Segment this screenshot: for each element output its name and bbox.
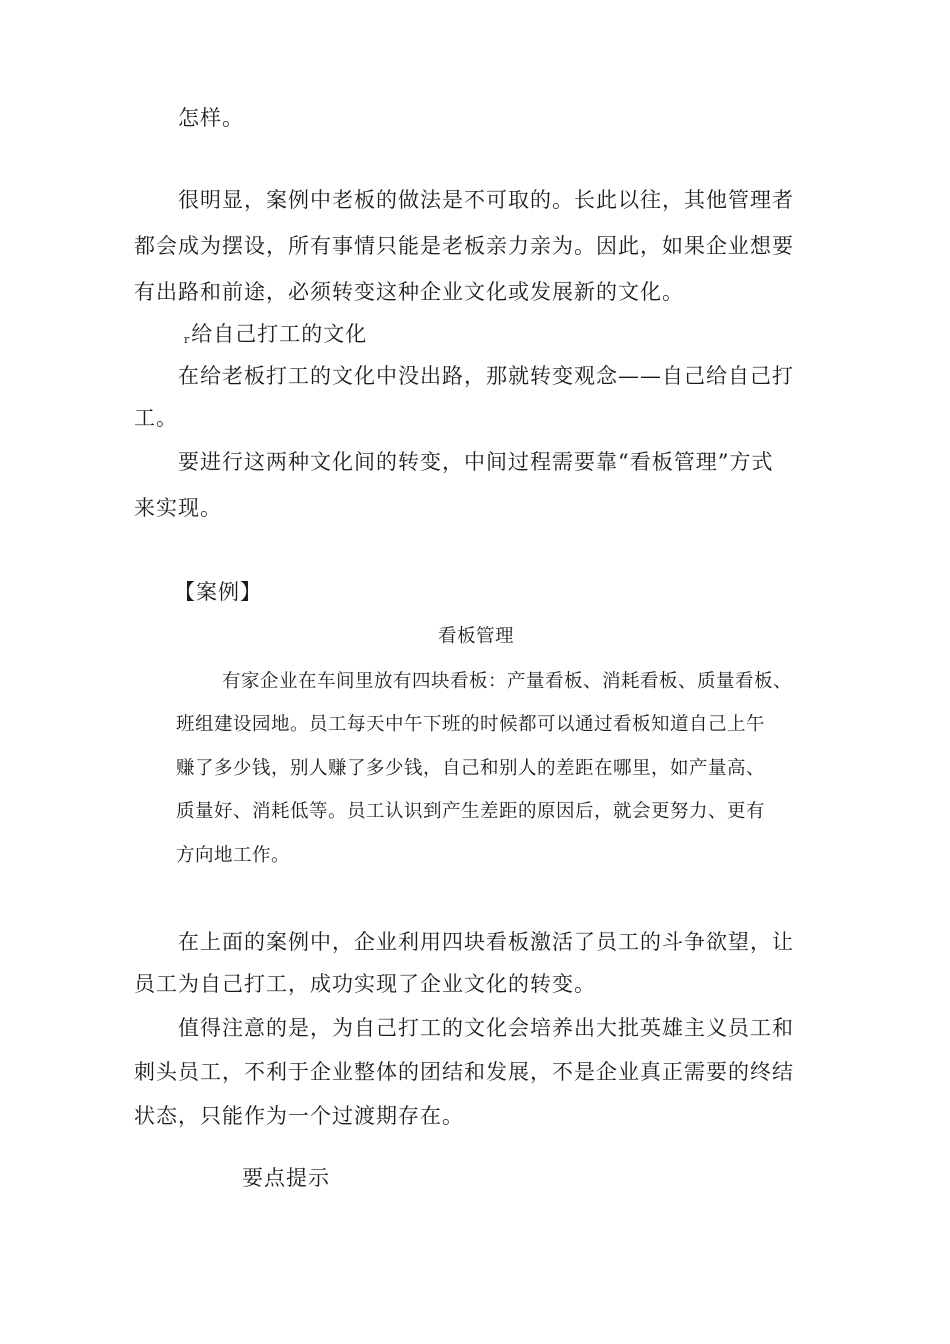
paragraph-line: 都会成为摆设，所有事情只能是老板亲力亲为。因此，如果企业想要 — [134, 234, 794, 258]
paragraph-line: 状态，只能作为一个过渡期存在。 — [134, 1104, 464, 1128]
paragraph-line: 怎样。 — [178, 106, 244, 130]
case-body-line: 赚了多少钱，别人赚了多少钱，自己和别人的差距在哪里，如产量高、 — [176, 758, 766, 779]
tips-heading: 要点提示 — [242, 1166, 330, 1190]
case-body-line: 质量好、消耗低等。员工认识到产生差距的原因后，就会更努力、更有 — [176, 801, 766, 822]
paragraph-line: 要进行这两种文化间的转变，中间过程需要靠“看板管理”方式 — [178, 450, 774, 474]
paragraph-line: 工。 — [134, 406, 178, 430]
case-body-line: 有家企业在车间里放有四块看板：产量看板、消耗看板、质量看板、 — [222, 671, 793, 692]
paragraph-line: 来实现。 — [134, 496, 222, 520]
heading-marker: r — [184, 333, 191, 346]
case-body-line: 方向地工作。 — [176, 845, 291, 866]
section-heading-text: 给自己打工的文化 — [191, 322, 368, 346]
paragraph-line: 很明显，案例中老板的做法是不可取的。长此以往，其他管理者 — [178, 188, 794, 212]
section-heading — [184, 320, 367, 354]
paragraph-line: 刺头员工，不利于企业整体的团结和发展，不是企业真正需要的终结 — [134, 1060, 794, 1084]
paragraph-line: 值得注意的是，为自己打工的文化会培养出大批英雄主义员工和 — [178, 1016, 794, 1040]
paragraph-line: 在给老板打工的文化中没出路，那就转变观念——自己给自己打 — [178, 364, 794, 388]
paragraph-line: 员工为自己打工，成功实现了企业文化的转变。 — [134, 972, 596, 996]
case-label: 【案例】 — [174, 580, 262, 604]
case-body-line: 班组建设园地。员工每天中午下班的时候都可以通过看板知道自己上午 — [176, 714, 766, 735]
paragraph-line: 在上面的案例中，企业利用四块看板激活了员工的斗争欲望，让 — [178, 930, 794, 954]
case-title: 看板管理 — [438, 626, 515, 647]
paragraph-line: 有出路和前途，必须转变这种企业文化或发展新的文化。 — [134, 280, 684, 304]
